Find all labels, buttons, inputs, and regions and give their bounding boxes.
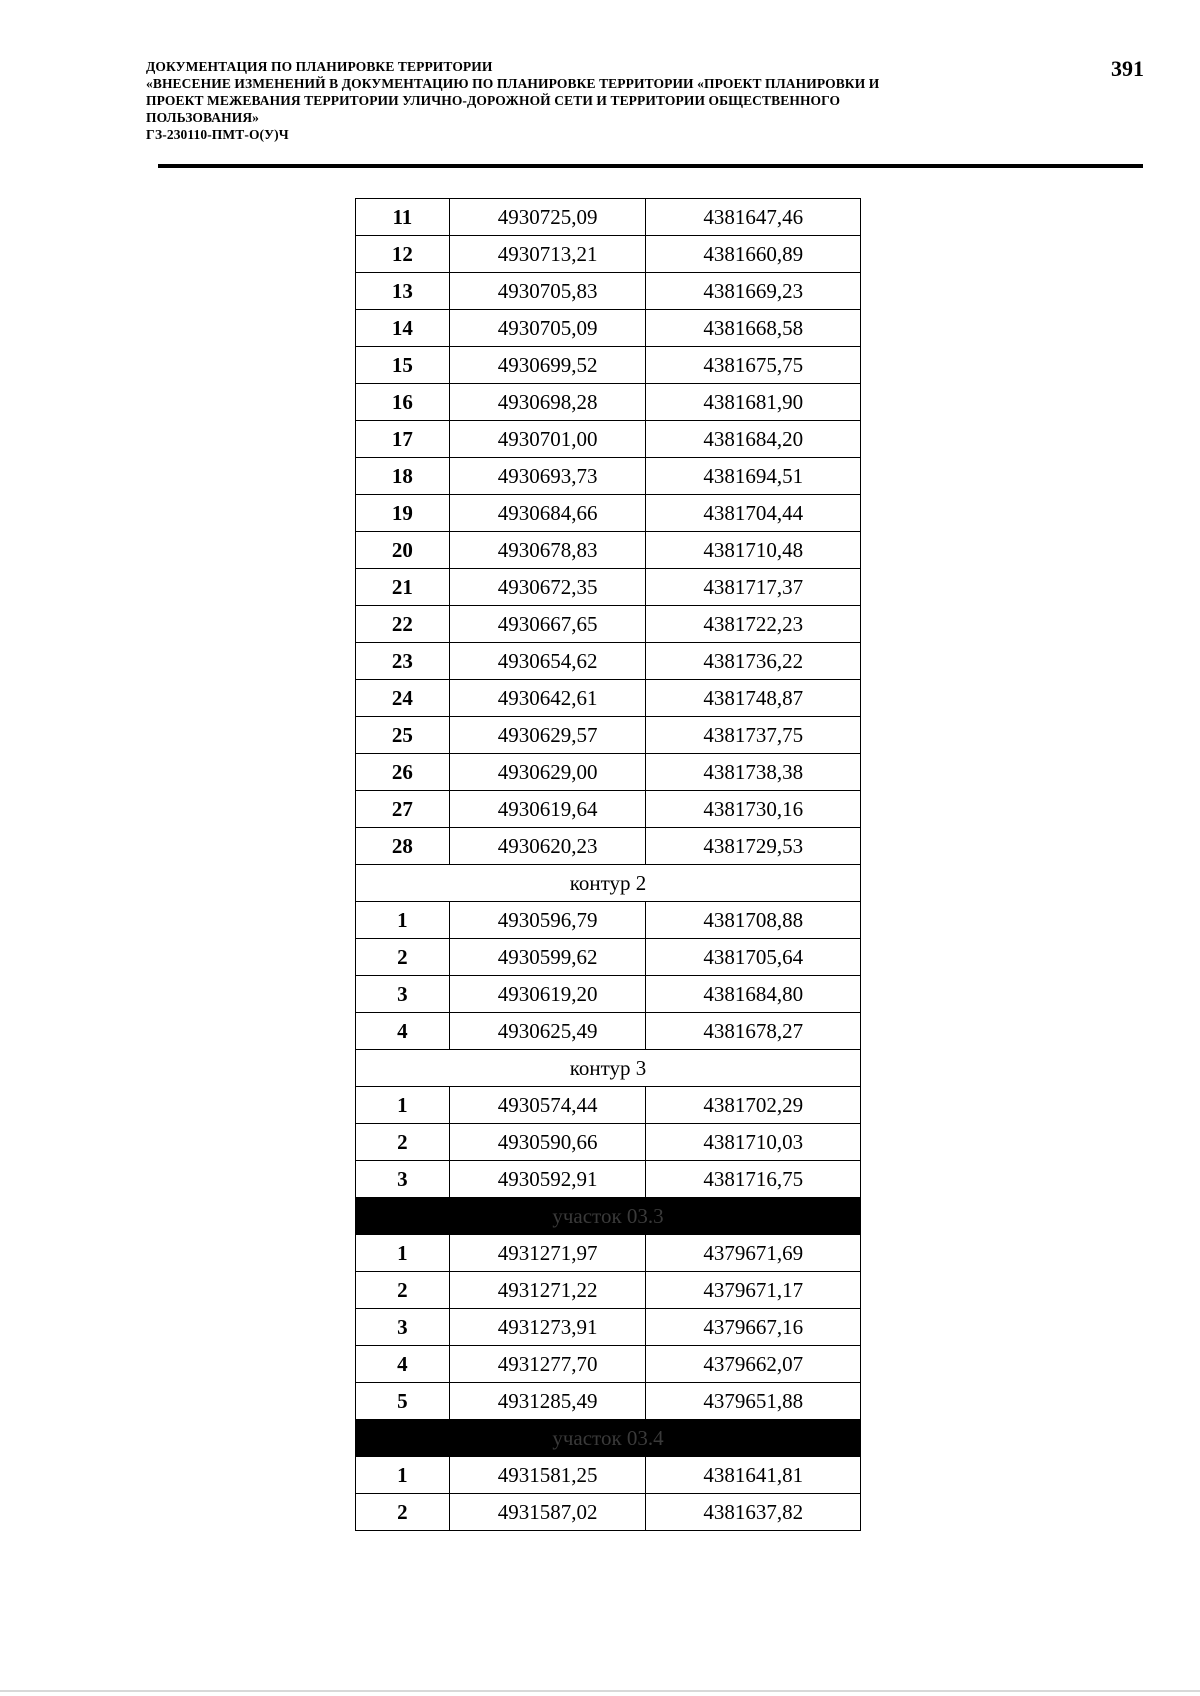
table-row	[356, 458, 861, 495]
y-coordinate-cell: 4379667,16	[646, 1309, 861, 1346]
table-row	[356, 1494, 861, 1531]
point-number-cell: 23	[356, 643, 450, 680]
point-number-cell: 25	[356, 717, 450, 754]
coordinates-table	[355, 198, 861, 1531]
header-title-line-1: ДОКУМЕНТАЦИЯ ПО ПЛАНИРОВКЕ ТЕРРИТОРИИ	[146, 59, 493, 74]
document-code: ГЗ-230110-ПМТ-О(У)Ч	[146, 127, 289, 142]
table-row	[356, 1087, 861, 1124]
y-coordinate-cell: 4381684,80	[646, 976, 861, 1013]
x-coordinate-cell: 4930620,23	[449, 828, 646, 865]
point-number-cell: 3	[356, 976, 450, 1013]
x-coordinate-cell: 4930713,21	[449, 236, 646, 273]
y-coordinate-cell: 4381708,88	[646, 902, 861, 939]
table-row	[356, 828, 861, 865]
point-number-cell: 19	[356, 495, 450, 532]
y-coordinate-cell: 4381716,75	[646, 1161, 861, 1198]
header-title-line-2: «ВНЕСЕНИЕ ИЗМЕНЕНИЙ В ДОКУМЕНТАЦИЮ ПО ПЛАНИРОВКЕ ТЕРРИТОРИИ «ПРОЕКТ ПЛАНИРОВКИ И	[146, 76, 880, 91]
table-row	[356, 495, 861, 532]
y-coordinate-cell: 4381738,38	[646, 754, 861, 791]
y-coordinate-cell: 4381736,22	[646, 643, 861, 680]
table-row	[356, 421, 861, 458]
x-coordinate-cell: 4930642,61	[449, 680, 646, 717]
y-coordinate-cell: 4381748,87	[646, 680, 861, 717]
y-coordinate-cell: 4379662,07	[646, 1346, 861, 1383]
table-row	[356, 1013, 861, 1050]
x-coordinate-cell: 4930619,64	[449, 791, 646, 828]
table-row	[356, 273, 861, 310]
point-number-cell: 1	[356, 902, 450, 939]
y-coordinate-cell: 4381668,58	[646, 310, 861, 347]
point-number-cell: 15	[356, 347, 450, 384]
table-row	[356, 1309, 861, 1346]
x-coordinate-cell: 4930592,91	[449, 1161, 646, 1198]
point-number-cell: 4	[356, 1013, 450, 1050]
y-coordinate-cell: 4381660,89	[646, 236, 861, 273]
x-coordinate-cell: 4930667,65	[449, 606, 646, 643]
x-coordinate-cell: 4931271,97	[449, 1235, 646, 1272]
y-coordinate-cell: 4381641,81	[646, 1457, 861, 1494]
y-coordinate-cell: 4381675,75	[646, 347, 861, 384]
y-coordinate-cell: 4379671,69	[646, 1235, 861, 1272]
y-coordinate-cell: 4381705,64	[646, 939, 861, 976]
table-row	[356, 643, 861, 680]
point-number-cell: 28	[356, 828, 450, 865]
table-row	[356, 310, 861, 347]
table-row	[356, 347, 861, 384]
table-row	[356, 1235, 861, 1272]
parcel-header-row	[356, 1198, 861, 1235]
table-row	[356, 939, 861, 976]
x-coordinate-cell: 4930596,79	[449, 902, 646, 939]
parcel-header-row	[356, 1420, 861, 1457]
y-coordinate-cell: 4381704,44	[646, 495, 861, 532]
x-coordinate-cell: 4931277,70	[449, 1346, 646, 1383]
table-row	[356, 236, 861, 273]
point-number-cell: 27	[356, 791, 450, 828]
x-coordinate-cell: 4930619,20	[449, 976, 646, 1013]
x-coordinate-cell: 4931587,02	[449, 1494, 646, 1531]
y-coordinate-cell: 4381694,51	[646, 458, 861, 495]
table-row	[356, 606, 861, 643]
point-number-cell: 2	[356, 1494, 450, 1531]
x-coordinate-cell: 4930705,09	[449, 310, 646, 347]
table-row	[356, 384, 861, 421]
x-coordinate-cell: 4930574,44	[449, 1087, 646, 1124]
y-coordinate-cell: 4381730,16	[646, 791, 861, 828]
header-title-line-3: ПРОЕКТ МЕЖЕВАНИЯ ТЕРРИТОРИИ УЛИЧНО-ДОРОЖНОЙ СЕТИ И ТЕРРИТОРИИ ОБЩЕСТВЕННОГО	[146, 93, 841, 108]
table-row	[356, 1124, 861, 1161]
table-row	[356, 717, 861, 754]
table-row	[356, 1272, 861, 1309]
point-number-cell: 2	[356, 1124, 450, 1161]
x-coordinate-cell: 4930590,66	[449, 1124, 646, 1161]
point-number-cell: 14	[356, 310, 450, 347]
point-number-cell: 5	[356, 1383, 450, 1420]
y-coordinate-cell: 4381669,23	[646, 273, 861, 310]
x-coordinate-cell: 4930599,62	[449, 939, 646, 976]
point-number-cell: 4	[356, 1346, 450, 1383]
x-coordinate-cell: 4931271,22	[449, 1272, 646, 1309]
table-row	[356, 199, 861, 236]
coordinates-table-body	[356, 199, 861, 1531]
table-row	[356, 1161, 861, 1198]
coordinates-table-container	[355, 198, 861, 1531]
point-number-cell: 1	[356, 1235, 450, 1272]
contour-label: контур 2	[356, 865, 861, 902]
parcel-label: участок 03.3	[356, 1198, 861, 1235]
header-divider	[158, 164, 1143, 168]
contour-header-row	[356, 1050, 861, 1087]
document-header	[146, 58, 1106, 143]
table-row	[356, 532, 861, 569]
x-coordinate-cell: 4930699,52	[449, 347, 646, 384]
point-number-cell: 17	[356, 421, 450, 458]
point-number-cell: 3	[356, 1161, 450, 1198]
point-number-cell: 24	[356, 680, 450, 717]
scan-bottom-edge	[0, 1690, 1200, 1692]
y-coordinate-cell: 4381722,23	[646, 606, 861, 643]
y-coordinate-cell: 4381710,03	[646, 1124, 861, 1161]
x-coordinate-cell: 4931285,49	[449, 1383, 646, 1420]
point-number-cell: 20	[356, 532, 450, 569]
header-title-line-4: ПОЛЬЗОВАНИЯ»	[146, 110, 260, 125]
x-coordinate-cell: 4930725,09	[449, 199, 646, 236]
x-coordinate-cell: 4930684,66	[449, 495, 646, 532]
y-coordinate-cell: 4381702,29	[646, 1087, 861, 1124]
table-row	[356, 791, 861, 828]
point-number-cell: 3	[356, 1309, 450, 1346]
y-coordinate-cell: 4381729,53	[646, 828, 861, 865]
x-coordinate-cell: 4930672,35	[449, 569, 646, 606]
point-number-cell: 18	[356, 458, 450, 495]
point-number-cell: 1	[356, 1087, 450, 1124]
x-coordinate-cell: 4930629,00	[449, 754, 646, 791]
y-coordinate-cell: 4381678,27	[646, 1013, 861, 1050]
x-coordinate-cell: 4930698,28	[449, 384, 646, 421]
table-row	[356, 754, 861, 791]
table-row	[356, 902, 861, 939]
point-number-cell: 2	[356, 939, 450, 976]
x-coordinate-cell: 4930629,57	[449, 717, 646, 754]
table-row	[356, 1457, 861, 1494]
x-coordinate-cell: 4930625,49	[449, 1013, 646, 1050]
y-coordinate-cell: 4381684,20	[646, 421, 861, 458]
point-number-cell: 1	[356, 1457, 450, 1494]
point-number-cell: 21	[356, 569, 450, 606]
point-number-cell: 22	[356, 606, 450, 643]
x-coordinate-cell: 4930705,83	[449, 273, 646, 310]
x-coordinate-cell: 4930678,83	[449, 532, 646, 569]
table-row	[356, 976, 861, 1013]
x-coordinate-cell: 4931273,91	[449, 1309, 646, 1346]
point-number-cell: 13	[356, 273, 450, 310]
point-number-cell: 16	[356, 384, 450, 421]
y-coordinate-cell: 4381637,82	[646, 1494, 861, 1531]
y-coordinate-cell: 4381710,48	[646, 532, 861, 569]
table-row	[356, 1383, 861, 1420]
y-coordinate-cell: 4379671,17	[646, 1272, 861, 1309]
y-coordinate-cell: 4381737,75	[646, 717, 861, 754]
point-number-cell: 2	[356, 1272, 450, 1309]
parcel-label: участок 03.4	[356, 1420, 861, 1457]
contour-label: контур 3	[356, 1050, 861, 1087]
point-number-cell: 12	[356, 236, 450, 273]
y-coordinate-cell: 4379651,88	[646, 1383, 861, 1420]
table-row	[356, 680, 861, 717]
table-row	[356, 1346, 861, 1383]
x-coordinate-cell: 4931581,25	[449, 1457, 646, 1494]
x-coordinate-cell: 4930693,73	[449, 458, 646, 495]
x-coordinate-cell: 4930701,00	[449, 421, 646, 458]
y-coordinate-cell: 4381647,46	[646, 199, 861, 236]
y-coordinate-cell: 4381681,90	[646, 384, 861, 421]
point-number-cell: 26	[356, 754, 450, 791]
point-number-cell: 11	[356, 199, 450, 236]
table-row	[356, 569, 861, 606]
y-coordinate-cell: 4381717,37	[646, 569, 861, 606]
x-coordinate-cell: 4930654,62	[449, 643, 646, 680]
contour-header-row	[356, 865, 861, 902]
page-number: 391	[1111, 56, 1144, 81]
